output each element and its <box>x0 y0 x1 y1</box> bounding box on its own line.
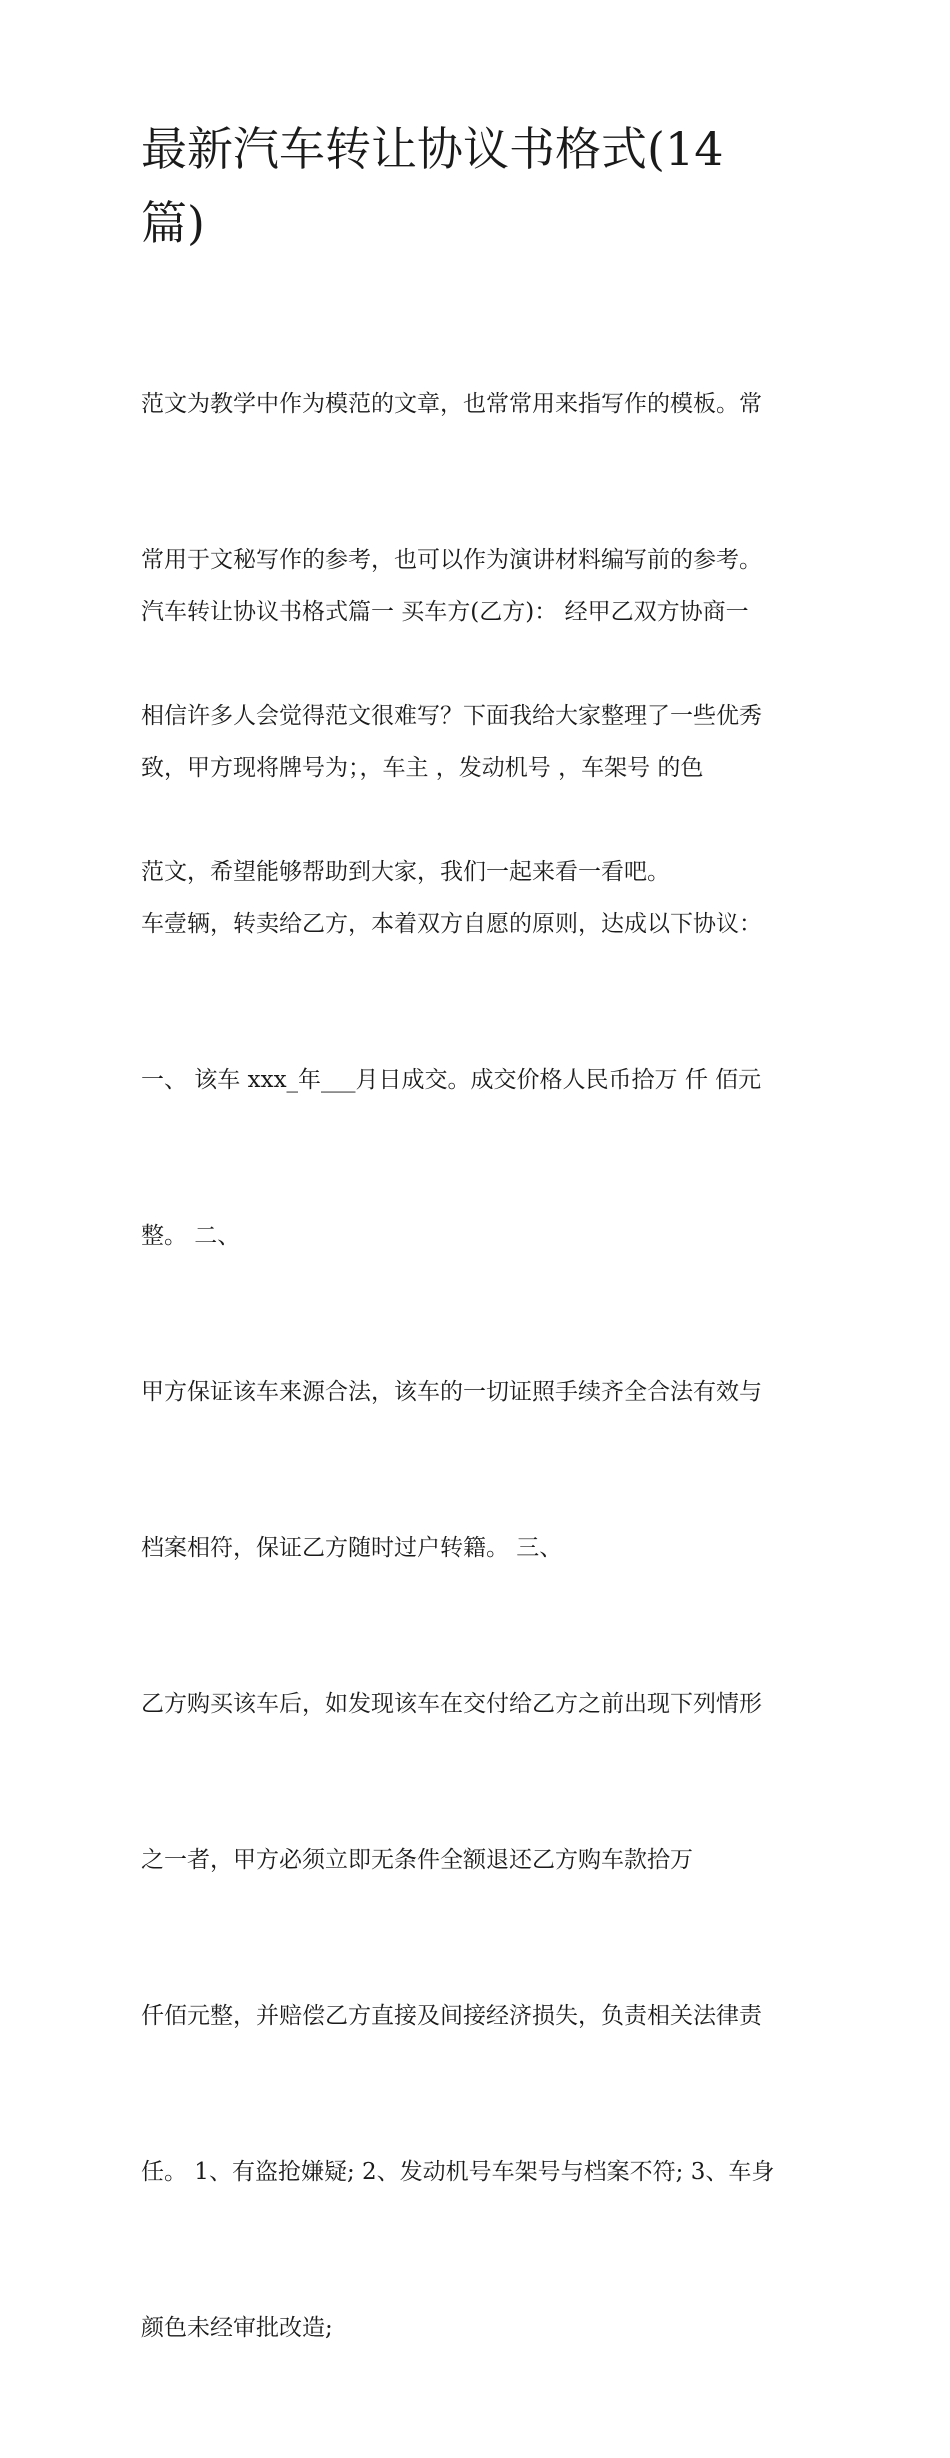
body-line: 任。 1、有盗抢嫌疑; 2、发动机号车架号与档案不符; 3、车身 <box>141 2159 775 2185</box>
body-line: 整。 二、 <box>141 1223 241 1249</box>
document-title <box>141 112 821 260</box>
body-line: 颜色未经审批改造; <box>141 2315 333 2341</box>
intro-line: 范文为教学中作为模范的文章，也常常用来指写作的模板。常 <box>141 391 762 417</box>
body-line: 档案相符，保证乙方随时过户转籍。 三、 <box>141 1535 563 1561</box>
body-line: 一、 该车 xxx_年___月日成交。成交价格人民币拾万 仟 佰元 <box>141 1067 762 1093</box>
title-line-2: 篇) <box>141 196 205 250</box>
body-line: 致，甲方现将牌号为；，车主 ，发动机号 ，车架号 的色 <box>141 755 704 781</box>
body-line: 甲方保证该车来源合法，该车的一切证照手续齐全合法有效与 <box>141 1379 762 1405</box>
intro-line: 范文，希望能够帮助到大家，我们一起来看一看吧。 <box>141 859 670 885</box>
body-line: 之一者，甲方必须立即无条件全额退还乙方购车款拾万 <box>141 1847 693 1873</box>
agreement-body <box>141 482 821 2458</box>
body-line: 乙方购买该车后，如发现该车在交付给乙方之前出现下列情形 <box>141 1691 762 1717</box>
body-line: 车壹辆，转卖给乙方，本着双方自愿的原则，达成以下协议： <box>141 911 762 937</box>
title-line-1: 最新汽车转让协议书格式(14 <box>141 122 724 176</box>
body-line: 汽车转让协议书格式篇一 买车方(乙方)： 经甲乙双方协商一 <box>141 599 749 625</box>
intro-line: 常用于文秘写作的参考，也可以作为演讲材料编写前的参考。 <box>141 547 762 573</box>
intro-line: 相信许多人会觉得范文很难写？下面我给大家整理了一些优秀 <box>141 703 762 729</box>
body-line: 仟佰元整，并赔偿乙方直接及间接经济损失，负责相关法律责 <box>141 2003 762 2029</box>
